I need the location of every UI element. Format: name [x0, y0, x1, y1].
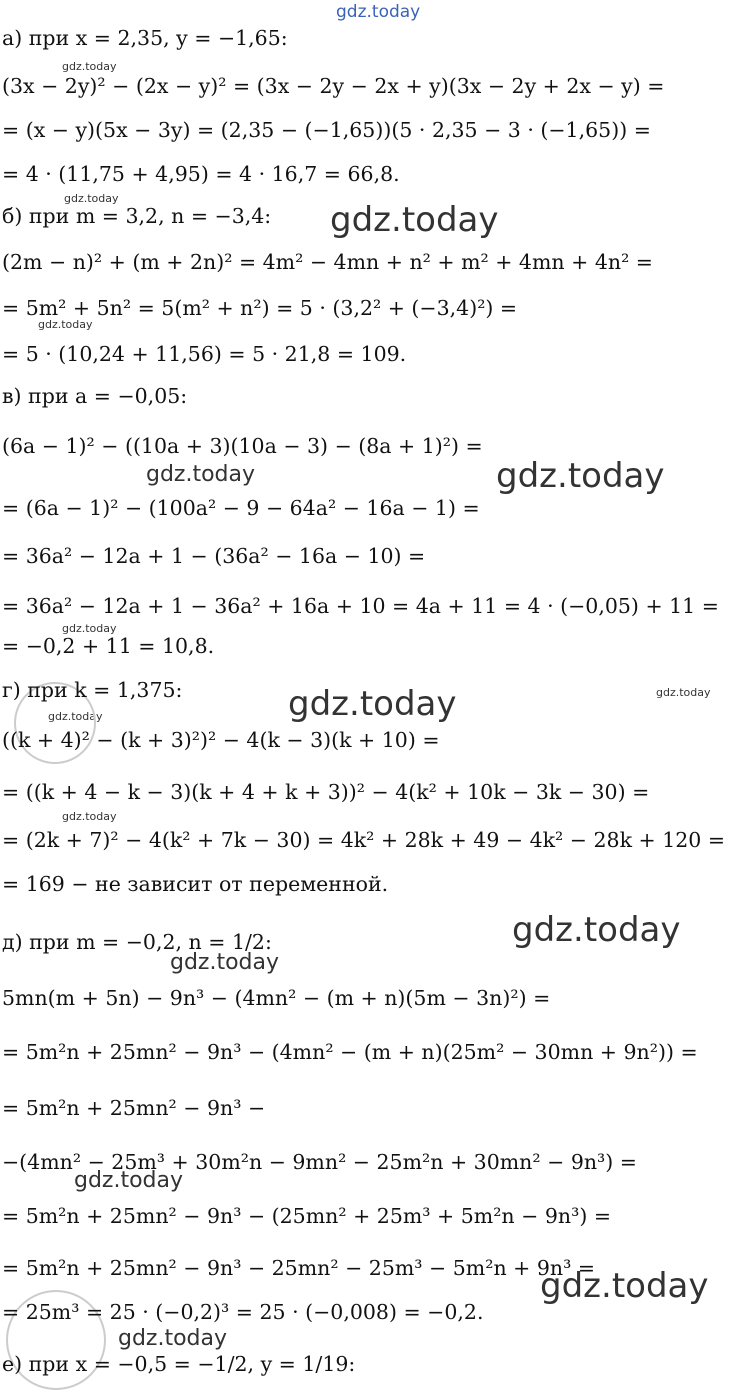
section-a-header: а) при x = 2,35, y = −1,65:	[2, 26, 288, 50]
watermark-big-1: gdz.today	[330, 200, 499, 240]
section-d-line-6: = 5m²n + 25mn² − 9n³ − 25mn² − 25m³ − 5m²n + 9n³ =	[2, 1256, 596, 1280]
section-d-line-7: = 25m³ = 25 · (−0,2)³ = 25 · (−0,008) = −0,2.	[2, 1300, 484, 1324]
section-d-line-2: = 5m²n + 25mn² − 9n³ − (4mn² − (m + n)(25m² − 30mn + 9n²)) =	[2, 1040, 698, 1064]
section-e-header: е) при x = −0,5 = −1/2, y = 1/19:	[2, 1352, 356, 1376]
watermark-big-2: gdz.today	[496, 456, 665, 496]
section-a-line-1: (3x − 2y)² − (2x − y)² = (3x − 2y − 2x + y)(3x − 2y + 2x − y) =	[2, 74, 665, 98]
section-d-line-1: 5mn(m + 5n) − 9n³ − (4mn² − (m + n)(5m − 3n)²) =	[2, 986, 551, 1010]
section-a-line-2: = (x − y)(5x − 3y) = (2,35 − (−1,65))(5 · 2,35 − 3 · (−1,65)) =	[2, 118, 651, 142]
watermark-small-4: gdz.today	[62, 622, 117, 635]
section-v-line-2: = (6a − 1)² − (100a² − 9 − 64a² − 16a − 1) =	[2, 496, 480, 520]
section-g-header: г) при k = 1,375:	[2, 678, 183, 702]
watermark-small-6: gdz.today	[48, 710, 103, 723]
watermark-small-1: gdz.today	[62, 60, 117, 73]
section-d-header: д) при m = −0,2, n = 1/2:	[2, 930, 272, 954]
section-v-line-3: = 36a² − 12a + 1 − (36a² − 16a − 10) =	[2, 544, 426, 568]
section-b-line-1: (2m − n)² + (m + 2n)² = 4m² − 4mn + n² + m² + 4mn + 4n² =	[2, 250, 653, 274]
watermark-big-3: gdz.today	[288, 684, 457, 724]
watermark-mid-1: gdz.today	[146, 462, 256, 487]
watermark-mid-3: gdz.today	[74, 1168, 184, 1193]
watermark-big-5: gdz.today	[540, 1266, 709, 1306]
section-v-line-5: = −0,2 + 11 = 10,8.	[2, 634, 215, 658]
watermark-small-7: gdz.today	[62, 810, 117, 823]
section-v-header: в) при a = −0,05:	[2, 384, 188, 408]
section-v-line-1: (6a − 1)² − ((10a + 3)(10a − 3) − (8a + 1)²) =	[2, 434, 483, 458]
section-g-line-3: = (2k + 7)² − 4(k² + 7k − 30) = 4k² + 28k + 49 − 4k² − 28k + 120 =	[2, 828, 726, 852]
watermark-big-4: gdz.today	[512, 910, 681, 950]
section-g-line-2: = ((k + 4 − k − 3)(k + 4 + k + 3))² − 4(k² + 10k − 3k − 30) =	[2, 780, 650, 804]
section-g-line-1: ((k + 4)² − (k + 3)²)² − 4(k − 3)(k + 10) =	[2, 728, 440, 752]
section-b-line-3: = 5 · (10,24 + 11,56) = 5 · 21,8 = 109.	[2, 342, 407, 366]
section-b-header: б) при m = 3,2, n = −3,4:	[2, 204, 272, 228]
section-d-line-3: = 5m²n + 25mn² − 9n³ −	[2, 1096, 266, 1120]
watermark-mid-2: gdz.today	[170, 950, 280, 975]
section-d-line-4: −(4mn² − 25m³ + 30m²n − 9mn² − 25m²n + 30mn² − 9n³) =	[2, 1150, 637, 1174]
watermark-small-2: gdz.today	[64, 192, 119, 205]
section-g-line-4: = 169 − не зависит от переменной.	[2, 872, 389, 896]
section-b-line-2: = 5m² + 5n² = 5(m² + n²) = 5 · (3,2² + (−3,4)²) =	[2, 296, 518, 320]
watermark-small-5: gdz.today	[656, 686, 711, 699]
section-v-line-4: = 36a² − 12a + 1 − 36a² + 16a + 10 = 4a + 11 = 4 · (−0,05) + 11 =	[2, 594, 719, 618]
watermark-top: gdz.today	[336, 2, 421, 22]
section-a-line-3: = 4 · (11,75 + 4,95) = 4 · 16,7 = 66,8.	[2, 162, 400, 186]
watermark-small-3: gdz.today	[38, 318, 93, 331]
section-d-line-5: = 5m²n + 25mn² − 9n³ − (25mn² + 25m³ + 5m²n − 9n³) =	[2, 1204, 612, 1228]
watermark-mid-4: gdz.today	[118, 1326, 228, 1351]
